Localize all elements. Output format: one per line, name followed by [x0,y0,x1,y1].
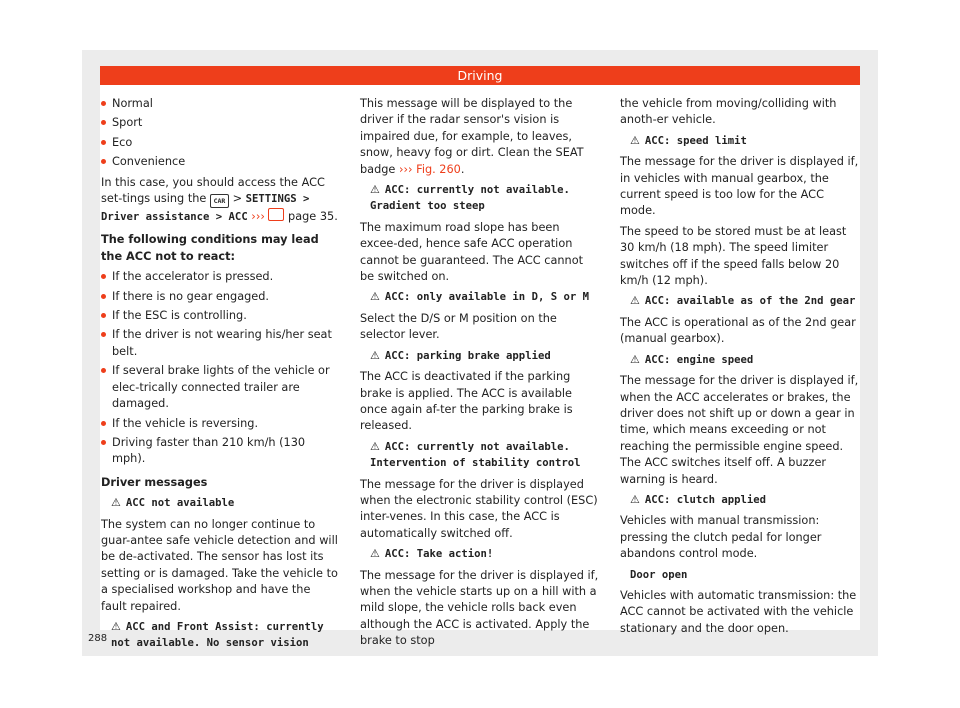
paragraph: The message for the driver is displayed if, when the vehicle starts up on a hill with a mild slope, the vehicle rolls back even although the ACC is activated. Apply the brake to stop [360,568,599,648]
page-ref-icon [268,208,284,221]
list-item: Sport [101,115,339,131]
page-reference[interactable]: page 35 [288,210,335,224]
paragraph: Select the D/S or M position on the selector lever. [360,311,557,342]
conditions-heading: The following conditions may lead the ACC not to react: [101,233,319,263]
car-menu-icon: CAR [210,194,229,208]
paragraph: The system can no longer continue to guar-antee safe vehicle detection and will be de-activated. The sensor has lost its setting or is damaged. Take the vehicle to a specialised workshop and have the fault repaired. [101,517,338,613]
paragraph: The message for the driver is displayed if, in vehicles with manual gearbox, the current speed is too low for the ACC mode. [620,155,859,218]
paragraph: The speed to be stored must be at least 30 km/h (18 mph). The speed limiter switches off if the speed falls below 20 km/h (12 mph). [620,224,847,288]
acc-warning-icon: ⚠ [630,294,640,308]
acc-warning-icon: ⚠ [370,290,380,304]
driver-message: ⚠ ACC: engine speed [630,352,754,366]
driver-message: ⚠ ACC: Take action! [370,547,494,561]
list-item: If the ESC is controlling. [101,308,339,324]
acc-warning-icon: ⚠ [370,439,380,453]
paragraph: This message will be displayed to the driver if the radar sensor's vision is impaired due, for example, to leaves, snow, heavy fog or dirt. Clean the SEAT badge ››› Fig. 260. [360,97,584,176]
paragraph: The message for the driver is displayed if, when the ACC accelerates or brakes, the driver does not shift up or down a gear in time, which means exceeding or not reaching the permissible engine speed. The ACC switches itself off. A buzzer warning is heard. [620,374,859,486]
paragraph: The ACC is deactivated if the parking brake is applied. The ACC is available once again af-ter the parking brake is released. [360,370,573,433]
driver-message: ⚠ ACC and Front Assist: currently not available. No sensor vision [111,619,324,650]
acc-warning-icon: ⚠ [370,547,380,561]
driver-message: ⚠ ACC: currently not available. Gradient too steep [370,183,570,213]
list-item: If there is no gear engaged. [101,289,339,305]
column-3 [620,96,860,641]
cross-reference-arrow: ››› [251,210,265,224]
paragraph: Vehicles with automatic transmission: the ACC cannot be activated with the vehicle stationary and the door open. [620,588,857,635]
acc-warning-icon: ⚠ [630,133,640,147]
acc-warning-icon: ⚠ [111,496,121,510]
driver-message: ⚠ ACC: available as of the 2nd gear [630,294,856,308]
driver-message: ⚠ ACC not available [111,496,235,510]
acc-warning-icon: ⚠ [370,348,380,362]
paragraph: The message for the driver is displayed when the electronic stability control (ESC) inter-venes. In this case, the ACC is automatically switched off. [360,477,598,540]
list-item: Driving faster than 210 km/h (130 mph). [101,435,339,468]
paragraph: the vehicle from moving/colliding with anoth-er vehicle. [620,97,837,127]
list-item: Normal [101,96,339,112]
section-header: Driving [100,66,860,85]
column-2 [360,96,600,654]
acc-warning-icon: ⚠ [630,492,640,506]
settings-instruction: In this case, you should access the ACC set-tings using the CAR > SETTINGS > Driver assistance > ACC ››› page 35. [101,175,338,224]
driver-message: ⚠ ACC: clutch applied [630,492,767,506]
page-number: 288 [88,633,108,644]
list-item: Convenience [101,154,339,170]
driver-messages-heading: Driver messages [101,475,208,489]
driver-message: ⚠ ACC: currently not available. Intervention of stability control [370,439,581,470]
driver-message: ⚠ ACC: parking brake applied [370,348,551,362]
figure-reference[interactable]: Fig. 260 [416,162,461,176]
list-item: If the vehicle is reversing. [101,416,339,432]
list-item: Eco [101,135,339,151]
driver-message: ⚠ ACC: only available in D, S or M [370,290,589,304]
mode-list [101,96,339,171]
cross-reference-arrow: ››› [398,162,413,176]
acc-warning-icon: ⚠ [370,183,380,197]
driver-message: ⚠ ACC: speed limit [630,133,747,147]
column-1 [101,96,339,657]
acc-warning-icon: ⚠ [111,619,121,633]
list-item: If several brake lights of the vehicle or elec-trically connected trailer are damaged. [101,363,339,412]
paragraph: Vehicles with manual transmission: pressing the clutch pedal for longer abandons control mode. [620,514,822,561]
list-item: If the driver is not wearing his/her seat belt. [101,327,339,360]
conditions-list [101,269,339,467]
paragraph: The ACC is operational as of the 2nd gear (manual gearbox). [620,315,856,346]
paragraph: The maximum road slope has been excee-ded, hence safe ACC operation cannot be guaranteed. The ACC cannot be switched on. [360,220,584,284]
list-item: If the accelerator is pressed. [101,269,339,285]
driver-message: Door open [630,568,688,581]
acc-warning-icon: ⚠ [630,352,640,366]
settings-path: SETTINGS > Driver assistance > ACC [101,193,310,224]
